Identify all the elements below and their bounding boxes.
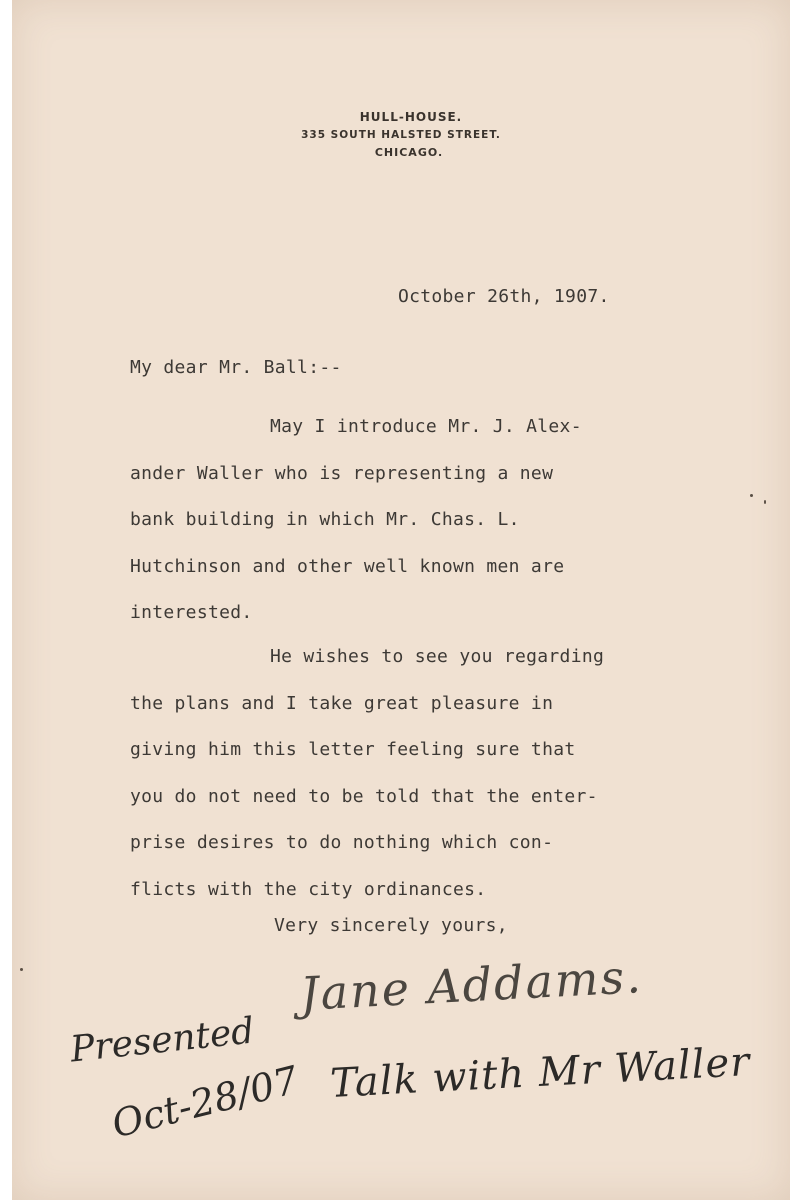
paragraph-2-line: the plans and I take great pleasure in [130,692,554,714]
letter-page [12,0,790,1200]
handwritten-note-date: Oct-28/07 [107,1057,303,1147]
closing: Very sincerely yours, [274,915,508,936]
paper-speck [764,500,766,504]
paragraph-1-line: bank building in which Mr. Chas. L. [130,509,520,530]
paper-speck [750,494,753,497]
paragraph-1-line: May I introduce Mr. J. Alex- [270,416,582,437]
paper-speck [20,968,23,971]
salutation: My dear Mr. Ball:-- [130,357,342,378]
letterhead [12,108,790,162]
paragraph-2-line: He wishes to see you regarding [270,646,605,667]
paragraph-2-line: flicts with the city ordinances. [130,878,487,900]
paragraph-2 [130,634,604,913]
handwritten-note-presented: Presented [68,1010,257,1071]
paragraph-1-line: Hutchinson and other well known men are [130,555,565,577]
paragraph-1-line: interested. [130,602,253,623]
signature: Jane Addams. [298,949,644,1021]
letterhead-name: HULL-HOUSE. [359,110,463,124]
letter-date: October 26th, 1907. [398,286,610,307]
paragraph-2-line: you do not need to be told that the enter- [130,785,598,807]
handwritten-note-talk: Talk with Mr Waller [329,1039,752,1107]
paragraph-2-line: prise desires to do nothing which con- [130,832,554,853]
letterhead-city: CHICAGO. [374,146,444,159]
letterhead-street: 335 SOUTH HALSTED STREET. [301,129,501,141]
paragraph-2-line: giving him this letter feeling sure that [130,739,576,760]
paragraph-1 [130,404,582,637]
paragraph-1-line: ander Waller who is representing a new [130,462,554,484]
